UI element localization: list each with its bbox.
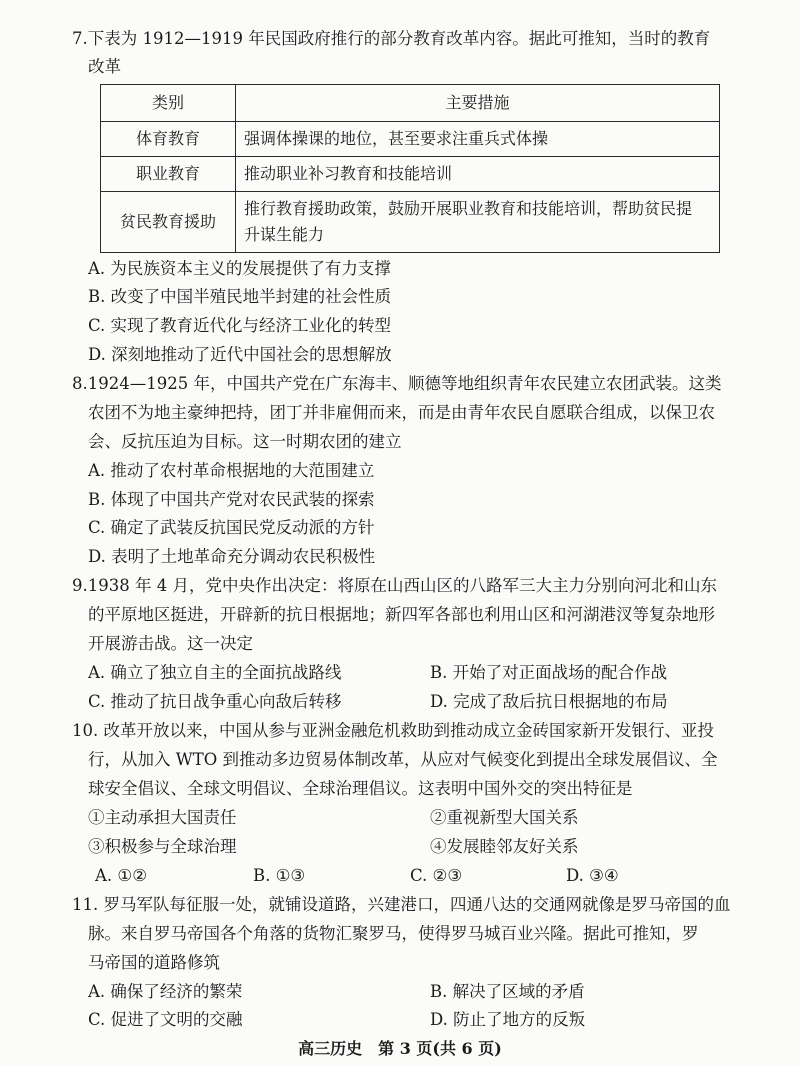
page-footer: 高三历史 第 3 页(共 6 页) [298, 1039, 502, 1058]
q10-item-3: ③积极参与全球治理 [88, 837, 237, 856]
q11-stem-line2: 脉。来自罗马帝国各个角落的货物汇聚罗马，使得罗马城百业兴隆。据此可推知，罗 [88, 924, 699, 943]
q10-item-2: ②重视新型大国关系 [430, 808, 579, 827]
q11-option-d[interactable]: D. 防止了地方的反叛 [430, 1010, 586, 1029]
table-cell-measure [236, 192, 720, 253]
q11-option-b[interactable]: B. 解决了区域的矛盾 [430, 982, 585, 1001]
table-cell-measure: 推动职业补习教育和技能培训 [236, 157, 720, 192]
q11-stem-line1: 11. 罗马军队每征服一处，就铺设道路，兴建港口，四通八达的交通网就像是罗马帝国的血 [72, 895, 731, 914]
q8-option-d[interactable]: D. 表明了土地革命充分调动农民积极性 [88, 547, 376, 566]
table-header-category: 类别 [101, 85, 236, 122]
table-row [101, 192, 720, 253]
q10-option-d[interactable]: D. ③④ [566, 866, 619, 885]
q11-option-c[interactable]: C. 促进了文明的交融 [88, 1010, 243, 1029]
table-cell-measure: 强调体操课的地位，甚至要求注重兵式体操 [236, 122, 720, 157]
q9-option-a[interactable]: A. 确立了独立自主的全面抗战路线 [88, 663, 342, 682]
q7-option-d[interactable]: D. 深刻地推动了近代中国社会的思想解放 [88, 345, 392, 364]
q9-stem-line2: 的平原地区挺进，开辟新的抗日根据地；新四军各部也利用山区和河湖港汊等复杂地形 [88, 605, 715, 624]
q7-option-a[interactable]: A. 为民族资本主义的发展提供了有力支撑 [88, 259, 391, 278]
table-cell-category: 职业教育 [101, 157, 236, 192]
q10-option-b[interactable]: B. ①③ [253, 866, 306, 885]
table-row [101, 122, 720, 157]
q9-stem-line3: 开展游击战。这一决定 [88, 634, 253, 653]
q11-stem-line3: 马帝国的道路修筑 [88, 953, 220, 972]
table-header-row [101, 85, 720, 122]
q10-stem-line1: 10. 改革开放以来，中国从参与亚洲金融危机救助到推动成立金砖国家新开发银行、亚投 [72, 721, 714, 740]
q7-option-c[interactable]: C. 实现了教育近代化与经济工业化的转型 [88, 316, 392, 335]
q10-option-c[interactable]: C. ②③ [410, 866, 463, 885]
q7-reform-table [100, 84, 720, 253]
q8-option-c[interactable]: C. 确定了武装反抗国民党反动派的方针 [88, 518, 375, 537]
q10-stem-line3: 球安全倡议、全球文明倡议、全球治理倡议。这表明中国外交的突出特征是 [88, 779, 633, 798]
q10-stem-line2: 行，从加入 WTO 到推动多边贸易体制改革，从应对气候变化到提出全球发展倡议、全 [88, 750, 718, 769]
q9-stem-line1: 9.1938 年 4 月，党中央作出决定：将原在山西山区的八路军三大主力分别向河北和山东 [72, 576, 717, 595]
table-cell-measure-line1: 推行教育援助政策，鼓励开展职业教育和技能培训，帮助贫民提 [244, 199, 693, 218]
q8-stem-line3: 会、反抗压迫为目标。这一时期农团的建立 [88, 432, 402, 451]
q10-item-1: ①主动承担大国责任 [88, 808, 237, 827]
q8-stem-line1: 8.1924—1925 年，中国共产党在广东海丰、顺德等地组织青年农民建立农团武装。这类 [72, 374, 722, 393]
table-cell-category: 体育教育 [101, 122, 236, 157]
q7-stem-line2: 改革 [88, 57, 121, 76]
q8-stem-line2: 农团不为地主豪绅把持，团丁并非雇佣而来，而是由青年农民自愿联合组成，以保卫农 [88, 403, 715, 422]
q9-option-b[interactable]: B. 开始了对正面战场的配合作战 [430, 663, 668, 682]
q7-option-b[interactable]: B. 改变了中国半殖民地半封建的社会性质 [88, 287, 392, 306]
q8-option-b[interactable]: B. 体现了中国共产党对农民武装的探索 [88, 490, 375, 509]
q8-option-a[interactable]: A. 推动了农村革命根据地的大范围建立 [88, 461, 375, 480]
table-row [101, 157, 720, 192]
table-cell-category: 贫民教育援助 [101, 192, 236, 253]
q10-item-4: ④发展睦邻友好关系 [430, 837, 579, 856]
q7-stem-line1: 7.下表为 1912—1919 年民国政府推行的部分教育改革内容。据此可推知，当时的教育 [72, 29, 711, 48]
q9-option-d[interactable]: D. 完成了敌后抗日根据地的布局 [430, 692, 668, 711]
q11-option-a[interactable]: A. 确保了经济的繁荣 [88, 982, 243, 1001]
q9-option-c[interactable]: C. 推动了抗日战争重心向敌后转移 [88, 692, 342, 711]
table-header-measures: 主要措施 [236, 85, 720, 122]
table-cell-measure-line2: 升谋生能力 [244, 225, 325, 244]
q10-option-a[interactable]: A. ①② [95, 866, 147, 885]
